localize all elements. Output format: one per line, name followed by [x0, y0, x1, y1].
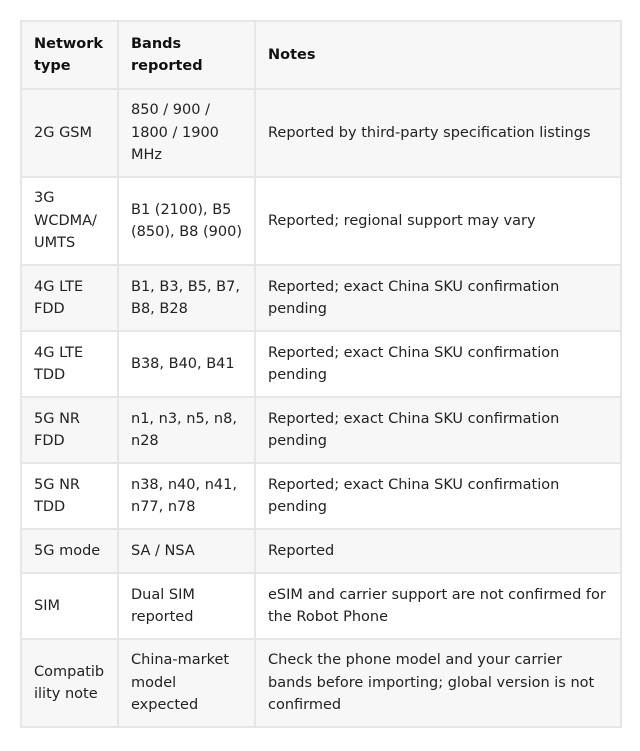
header-row [21, 21, 621, 89]
table-row [21, 463, 621, 529]
network-bands-table [20, 20, 622, 728]
table-row [21, 331, 621, 397]
cell-notes: Reported by third-party specification listings [255, 89, 621, 177]
cell-bands: n1, n3, n5, n8, n28 [118, 397, 255, 463]
cell-network-type: SIM [21, 573, 118, 639]
cell-notes: Reported [255, 529, 621, 573]
header-bands-reported: Bands reported [118, 21, 255, 89]
cell-network-type: 3G WCDMA/ UMTS [21, 177, 118, 265]
cell-bands: 850 / 900 / 1800 / 1900 MHz [118, 89, 255, 177]
table-row [21, 639, 621, 727]
table-row [21, 177, 621, 265]
cell-network-type: 2G GSM [21, 89, 118, 177]
cell-notes: Reported; exact China SKU confirmation pending [255, 331, 621, 397]
cell-notes: Reported; exact China SKU confirmation pending [255, 265, 621, 331]
table-header [21, 21, 621, 89]
cell-network-type: 5G NR FDD [21, 397, 118, 463]
cell-bands: China-market model expected [118, 639, 255, 727]
cell-network-type: 4G LTE FDD [21, 265, 118, 331]
cell-bands: SA / NSA [118, 529, 255, 573]
cell-notes: Reported; exact China SKU confirmation pending [255, 397, 621, 463]
cell-bands: B1 (2100), B5 (850), B8 (900) [118, 177, 255, 265]
cell-bands: B1, B3, B5, B7, B8, B28 [118, 265, 255, 331]
cell-notes: Reported; exact China SKU confirmation pending [255, 463, 621, 529]
cell-bands: B38, B40, B41 [118, 331, 255, 397]
cell-bands: Dual SIM reported [118, 573, 255, 639]
table-row [21, 573, 621, 639]
cell-notes: Reported; regional support may vary [255, 177, 621, 265]
cell-network-type: 4G LTE TDD [21, 331, 118, 397]
cell-bands: n38, n40, n41, n77, n78 [118, 463, 255, 529]
header-notes: Notes [255, 21, 621, 89]
network-bands-table-container [20, 20, 620, 728]
table-row [21, 89, 621, 177]
table-body [21, 89, 621, 727]
cell-notes: Check the phone model and your carrier bands before importing; global version is not confirmed [255, 639, 621, 727]
table-row [21, 529, 621, 573]
cell-network-type: Compatibility note [21, 639, 118, 727]
table-row [21, 397, 621, 463]
header-network-type: Network type [21, 21, 118, 89]
cell-notes: eSIM and carrier support are not confirmed for the Robot Phone [255, 573, 621, 639]
table-row [21, 265, 621, 331]
cell-network-type: 5G NR TDD [21, 463, 118, 529]
cell-network-type: 5G mode [21, 529, 118, 573]
